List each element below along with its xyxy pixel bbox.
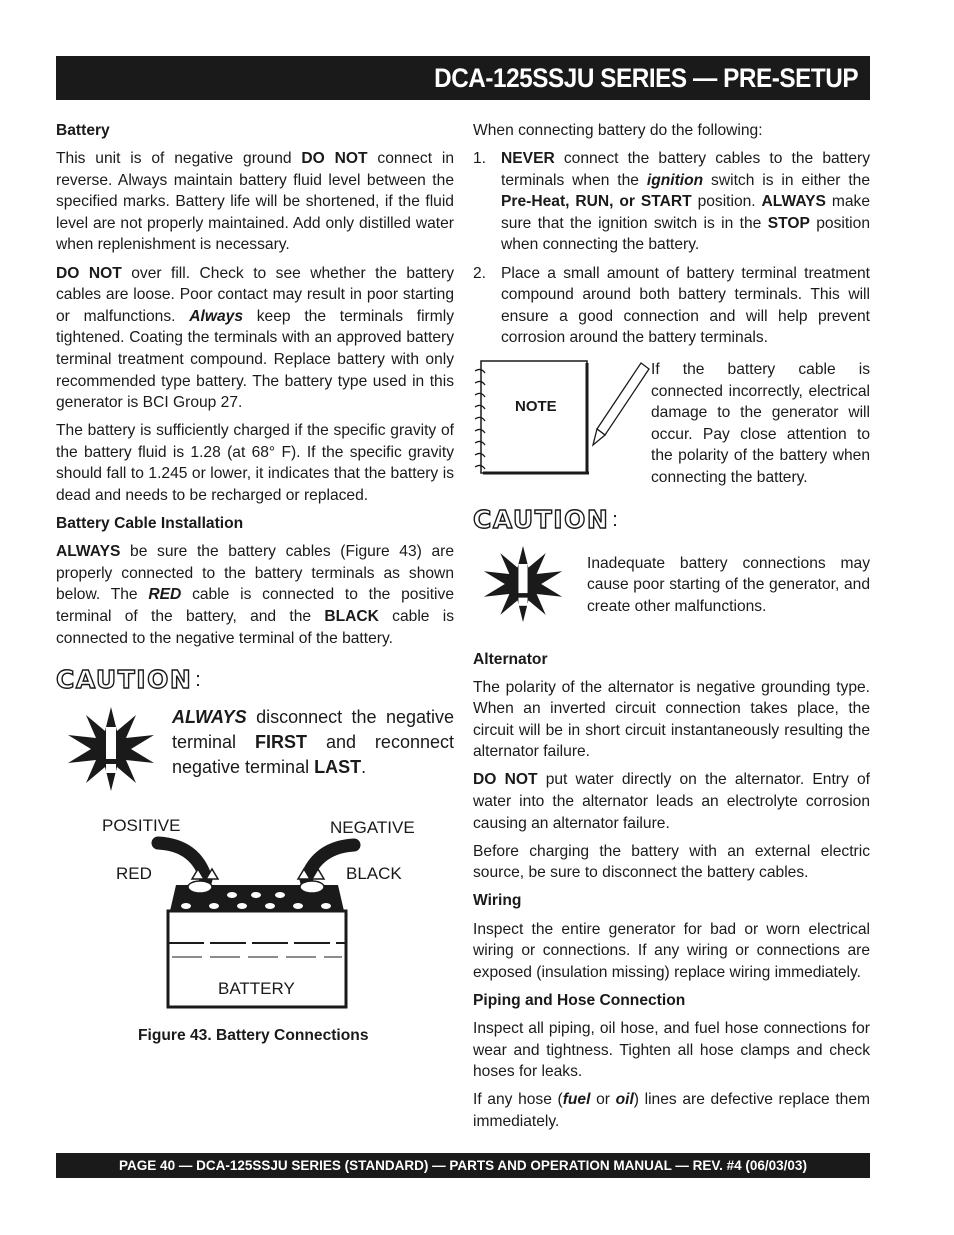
battery-paragraph-3: The battery is sufficiently charged if the specific gravity of the battery fluid is 1.28 (at 68° F). If the specific gravity should fall to 1.245 or lower, it indicates that the battery is dead and needs to be recharged or replaced. [56, 422, 454, 504]
note-label: NOTE [515, 397, 557, 415]
page-title: DCA-125SSJU SERIES — PRE-SETUP [433, 63, 858, 93]
note-text: If the battery cable is connected incorrectly, electrical damage to the generator will occur. Pay close attention to the polarity of the battery when connecting the battery. [651, 360, 870, 486]
piping-paragraph-2: If any hose (fuel or oil) lines are defective replace them immediately. [473, 1091, 870, 1130]
wiring-paragraph: Inspect the entire generator for bad or worn electrical wiring or connections. If any wiring or connections are exposed (insulation missing) replace wiring immediately. [473, 920, 870, 981]
footer-text: PAGE 40 — DCA-125SSJU SERIES (STANDARD) — PARTS AND OPERATION MANUAL — REV. #4 (06/03/03) [119, 1158, 807, 1173]
notepad-pencil-icon [473, 359, 653, 483]
right-column [473, 120, 870, 1139]
list-item: 1. NEVER connect the battery cables to the battery terminals when the ignition switch is in either the Pre-Heat, RUN, or START position. ALWAYS make sure that the ignition switch is in the STOP position when connecting the battery. [473, 150, 870, 254]
piping-paragraph-1: Inspect all piping, oil hose, and fuel hose connections for wear and tightness. Tighten all hose clamps and check hoses for leaks. [473, 1019, 870, 1081]
battery-paragraph-1: This unit is of negative ground DO NOT connect in reverse. Always maintain battery fluid level between the specified marks. Battery life will be shortened, if the fluid level are not properly maintained. Add only distilled water when replenishment is necessary. [56, 150, 455, 254]
cable-install-paragraph: ALWAYS be sure the battery cables (Figure 43) are properly connected to the battery terminals as shown below. The RED cable is connected to the positive terminal of the battery, and the BLACK cable is connected to the negative terminal of the battery. [56, 543, 454, 647]
caution-heading-left: CAUTION : [56, 665, 201, 695]
alternator-paragraph-1: The polarity of the alternator is negative grounding type. When an inverted circuit connection takes place, the circuit will be in short circuit instantaneously resulting the alternator failure. [473, 678, 870, 761]
left-column [56, 120, 454, 1047]
battery-paragraph-2: DO NOT over fill. Check to see whether the battery cables are loose. Poor contact may result in poor starting or malfunctions. Always keep the terminals firmly tightened. Coating the terminals with an approved battery terminal treatment compound. Replace battery with only recommended type battery. The battery type used in this generator is BCI Group 27. [56, 264, 454, 412]
connecting-intro: When connecting battery do the following: [473, 122, 763, 139]
figure-label-red: RED [116, 864, 152, 884]
caution-text-right: Inadequate battery connections may cause poor starting of the generator, and create other malfunctions. [587, 554, 870, 615]
alternator-paragraph-3: Before charging the battery with an external electric source, be sure to disconnect the battery cables. [473, 842, 870, 882]
battery-heading: Battery [56, 122, 110, 139]
warning-star-icon [56, 705, 166, 793]
caution-block-left [56, 665, 454, 793]
figure-label-negative: NEGATIVE [330, 818, 415, 838]
warning-star-icon [473, 541, 573, 627]
figure-label-positive: POSITIVE [102, 816, 181, 836]
figure-label-black: BLACK [346, 864, 402, 884]
alternator-heading: Alternator [473, 650, 548, 668]
piping-heading: Piping and Hose Connection [473, 991, 686, 1009]
caution-block-right [473, 505, 870, 627]
header-bar [56, 56, 870, 100]
footer-bar [56, 1153, 870, 1178]
wiring-heading: Wiring [473, 892, 522, 910]
battery-connections-figure [56, 811, 454, 1021]
note-block [473, 359, 870, 489]
figure-caption: Figure 43. Battery Connections [138, 1027, 369, 1045]
list-item: 2. Place a small amount of battery terminal treatment compound around both battery terminals. This will ensure a good connection and will help prevent corrosion around the battery terminals. [473, 264, 870, 347]
caution-text-left: ALWAYS disconnect the negative terminal FIRST and reconnect negative terminal LAST. [172, 707, 454, 778]
caution-heading-right: CAUTION : [473, 504, 618, 534]
cable-install-heading: Battery Cable Installation [56, 515, 244, 533]
alternator-paragraph-2: DO NOT put water directly on the alternator. Entry of water into the alternator leads an electrolyte corrosion causing an alternator failure. [473, 771, 870, 832]
figure-label-battery: BATTERY [218, 979, 295, 999]
